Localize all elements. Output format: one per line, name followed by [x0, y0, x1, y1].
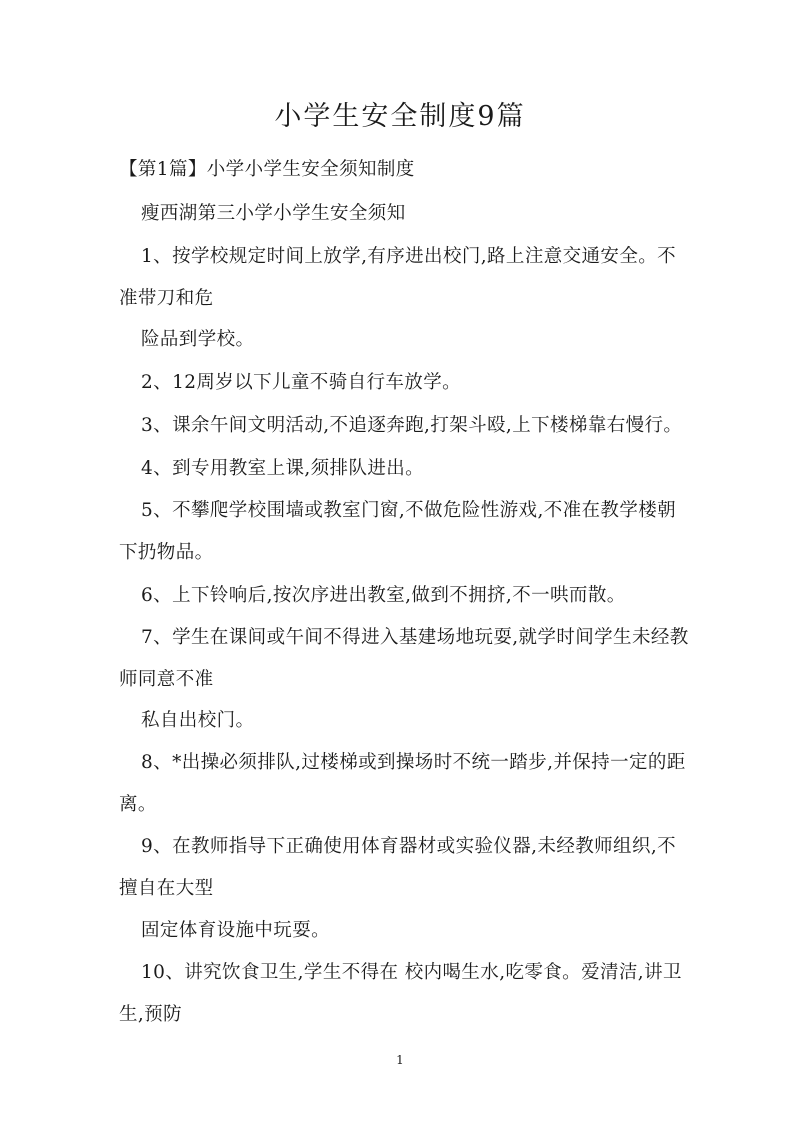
page-number: 1 — [396, 1053, 404, 1067]
rule-9-line-1: 9、在教师指导下正确使用体育器材或实验仪器,未经教师组织,不 — [141, 836, 677, 857]
rule-9-line-2: 擅自在大型 — [119, 878, 214, 899]
rule-6: 6、上下铃响后,按次序进出教室,做到不拥挤,不一哄而散。 — [141, 585, 626, 606]
rule-1-line-1: 1、按学校规定时间上放学,有序进出校门,路上注意交通安全。不 — [141, 246, 677, 267]
rule-3: 3、课余午间文明活动,不追逐奔跑,打架斗殴,上下楼梯靠右慢行。 — [141, 415, 683, 436]
rule-9-line-3: 固定体育设施中玩耍。 — [141, 920, 331, 941]
rule-1-line-2: 准带刀和危 — [119, 288, 214, 309]
rule-7-line-1: 7、学生在课间或午间不得进入基建场地玩耍,就学时间学生未经教 — [141, 627, 689, 648]
rule-10-line-1: 10、讲究饮食卫生,学生不得在 校内喝生水,吃零食。爱清洁,讲卫 — [141, 962, 682, 983]
rule-1-line-3: 险品到学校。 — [141, 329, 255, 350]
rule-8-line-1: 8、*出操必须排队,过楼梯或到操场时不统一踏步,并保持一定的距 — [141, 752, 686, 773]
rule-4: 4、到专用教室上课,须排队进出。 — [141, 458, 425, 479]
school-notice-subtitle: 瘦西湖第三小学小学生安全须知 — [141, 203, 406, 224]
rule-2: 2、12周岁以下儿童不骑自行车放学。 — [141, 372, 462, 393]
rule-7-line-2: 师同意不准 — [119, 669, 214, 690]
rule-8-line-2: 离。 — [119, 794, 157, 815]
rule-7-line-3: 私自出校门。 — [141, 710, 255, 731]
rule-5-line-1: 5、不攀爬学校围墙或教室门窗,不做危险性游戏,不准在教学楼朝 — [141, 500, 677, 521]
section-heading: 【第1篇】小学小学生安全须知制度 — [119, 159, 415, 180]
rule-5-line-2: 下扔物品。 — [119, 542, 214, 563]
rule-10-line-2: 生,预防 — [119, 1004, 182, 1025]
document-title: 小学生安全制度9篇 — [274, 101, 526, 132]
